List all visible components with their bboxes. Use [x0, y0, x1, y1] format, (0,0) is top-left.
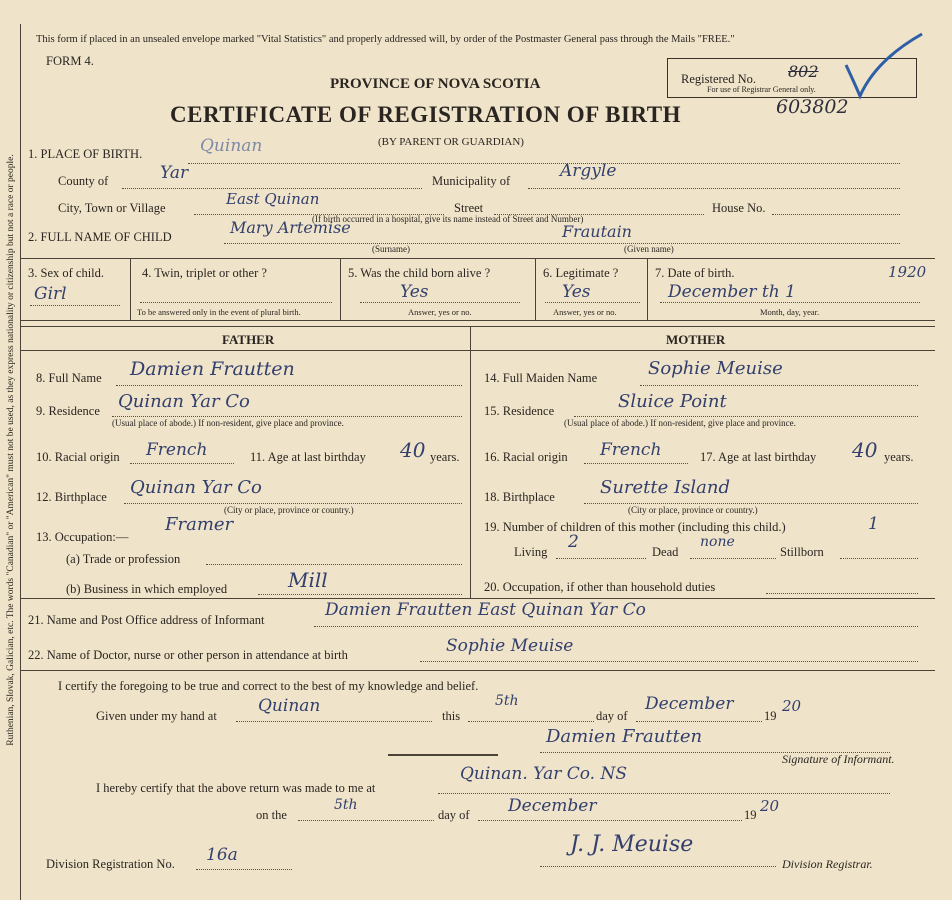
registrar-text: I hereby certify that the above return was made to me at — [96, 781, 376, 795]
mail-notice: This form if placed in an unsealed envelope marked "Vital Statistics" and properly addressed will, by order of the Postmaster General pass through the Mails "FREE." — [36, 34, 735, 45]
registrar-signature: J. J. Meuise — [570, 832, 694, 857]
hospital-note: (If birth occurred in a hospital, give its name instead of Street and Number) — [312, 214, 584, 224]
this-label: this — [442, 709, 461, 723]
father-res-label: 9. Residence — [36, 404, 100, 418]
father-age-label: 11. Age at last birthday — [250, 450, 366, 464]
mother-years: years. — [884, 450, 914, 464]
registrar-place: Quinan. Yar Co. NS — [460, 764, 628, 784]
registrar-sig-caption: Division Registrar. — [782, 857, 873, 871]
father-name: Damien Frautten — [130, 358, 295, 380]
dob-label: 7. Date of birth. — [655, 266, 735, 280]
form-number: FORM 4. — [46, 54, 94, 68]
dead-label: Dead — [652, 545, 679, 559]
father-bp-label: 12. Birthplace — [36, 490, 107, 504]
legit-note: Answer, yes or no. — [553, 307, 617, 317]
father-business: Mill — [288, 568, 328, 592]
child-names: Mary Artemise — [230, 218, 351, 237]
mother-bp: Surette Island — [600, 477, 730, 498]
surname-caption: (Surname) — [372, 244, 410, 254]
alive-label: 5. Was the child born alive ? — [348, 266, 491, 280]
twin-label: 4. Twin, triplet or other ? — [142, 266, 267, 280]
trade-label: (a) Trade or profession — [66, 552, 181, 566]
dob-note: Month, day, year. — [760, 307, 820, 317]
business-label: (b) Business in which employed — [66, 582, 228, 596]
city-label: City, Town or Village — [58, 201, 166, 215]
county-label: County of — [58, 174, 109, 188]
informant-label: 21. Name and Post Office address of Informant — [28, 613, 265, 627]
certify-text: I certify the foregoing to be true and correct to the best of my knowledge and belief. — [58, 679, 479, 693]
mother-res-label: 15. Residence — [484, 404, 555, 418]
legit-label: 6. Legitimate ? — [543, 266, 619, 280]
given-caption: (Given name) — [624, 244, 674, 254]
given-label: Given under my hand at — [96, 709, 217, 723]
check-mark-icon — [836, 30, 926, 105]
registered-label: Registered No. — [681, 72, 756, 86]
onthe-label: on the — [256, 808, 287, 822]
mother-age: 40 — [852, 438, 878, 462]
registrar-dayof-label: day of — [438, 808, 470, 822]
father-res: Quinan Yar Co — [118, 391, 250, 412]
registrar-month: December — [508, 796, 597, 816]
margin-rule — [20, 24, 21, 900]
father-bp: Quinan Yar Co — [130, 477, 262, 498]
municipality-label: Municipality of — [432, 174, 511, 188]
mother-name: Sophie Meuise — [648, 358, 783, 379]
father-occ-label: 13. Occupation:— — [36, 530, 129, 544]
margin-note: Ruthenian, Slovak, Galician, etc. The words "Canadian" or "American" must not be used, as they express nationality or citizenship but not a race or people. — [6, 154, 16, 746]
place-value: Quinan — [200, 136, 263, 156]
father-age: 40 — [400, 438, 426, 462]
div-reg-number: 16a — [206, 845, 238, 865]
child-surname: Frautain — [562, 222, 632, 241]
mother-res-note: (Usual place of abode.) If non-resident, give place and province. — [564, 418, 796, 428]
registrar-year-prefix: 19 — [744, 808, 757, 822]
registrar-year: 20 — [760, 797, 780, 815]
municipality-value: Argyle — [560, 161, 617, 181]
alive-note: Answer, yes or no. — [408, 307, 472, 317]
mother-res: Sluice Point — [618, 391, 727, 412]
mother-heading: MOTHER — [666, 332, 726, 347]
given-place: Quinan — [258, 696, 321, 716]
father-bp-note: (City or place, province or country.) — [224, 505, 354, 515]
mother-occ-label: 20. Occupation, if other than household duties — [484, 580, 716, 594]
doctor-label: 22. Name of Doctor, nurse or other person in attendance at birth — [28, 648, 348, 662]
signature-rule — [388, 754, 498, 756]
certify-year: 20 — [782, 697, 802, 715]
certify-dayof-label: day of — [596, 709, 628, 723]
mother-bp-note: (City or place, province or country.) — [628, 505, 758, 515]
living-label: Living — [514, 545, 548, 559]
dob-year: 1920 — [888, 263, 927, 281]
place-label: 1. PLACE OF BIRTH. — [28, 147, 143, 161]
alive-value: Yes — [400, 282, 429, 302]
div-reg-label: Division Registration No. — [46, 857, 175, 871]
certify-year-prefix: 19 — [764, 709, 777, 723]
informant-value: Damien Frautten East Quinan Yar Co — [325, 600, 646, 620]
registrar-use-note: For use of Registrar General only. — [707, 85, 816, 94]
registration-number: 603802 — [776, 96, 849, 118]
mother-name-label: 14. Full Maiden Name — [484, 371, 598, 385]
stillborn-label: Stillborn — [780, 545, 824, 559]
child-name-label: 2. FULL NAME OF CHILD — [28, 230, 172, 244]
father-occ: Framer — [165, 514, 234, 535]
children-label: 19. Number of children of this mother (including this child.) — [484, 520, 786, 534]
certify-day: 5th — [495, 693, 519, 709]
father-name-label: 8. Full Name — [36, 371, 102, 385]
sex-value: Girl — [34, 284, 67, 304]
father-race: French — [146, 440, 208, 460]
city-value: East Quinan — [226, 190, 320, 208]
page-title: CERTIFICATE OF REGISTRATION OF BIRTH — [170, 102, 681, 127]
province-heading: PROVINCE OF NOVA SCOTIA — [330, 76, 541, 92]
mother-race-label: 16. Racial origin — [484, 450, 568, 464]
certify-month: December — [645, 694, 734, 714]
sex-label: 3. Sex of child. — [28, 266, 105, 280]
legit-value: Yes — [562, 282, 591, 302]
street-label: Street — [454, 201, 484, 215]
children-count: 1 — [868, 514, 879, 534]
informant-sig-caption: Signature of Informant. — [782, 752, 895, 766]
mother-age-label: 17. Age at last birthday — [700, 450, 817, 464]
county-value: Yar — [160, 163, 189, 183]
doctor-value: Sophie Meuise — [446, 636, 574, 656]
dob-value: December th 1 — [668, 282, 796, 302]
dead-count: none — [700, 534, 735, 550]
registrar-day: 5th — [334, 797, 358, 813]
twin-note: To be answered only in the event of plural birth. — [137, 307, 301, 317]
mother-bp-label: 18. Birthplace — [484, 490, 555, 504]
registered-struck-number: 802 — [788, 62, 819, 81]
father-race-label: 10. Racial origin — [36, 450, 120, 464]
father-years: years. — [430, 450, 460, 464]
father-res-note: (Usual place of abode.) If non-resident, give place and province. — [112, 418, 344, 428]
informant-signature: Damien Frautten — [546, 726, 703, 747]
mother-race: French — [600, 440, 662, 460]
father-heading: FATHER — [222, 332, 275, 347]
subtitle: (BY PARENT OR GUARDIAN) — [378, 136, 524, 148]
house-label: House No. — [712, 201, 766, 215]
living-count: 2 — [568, 532, 579, 552]
